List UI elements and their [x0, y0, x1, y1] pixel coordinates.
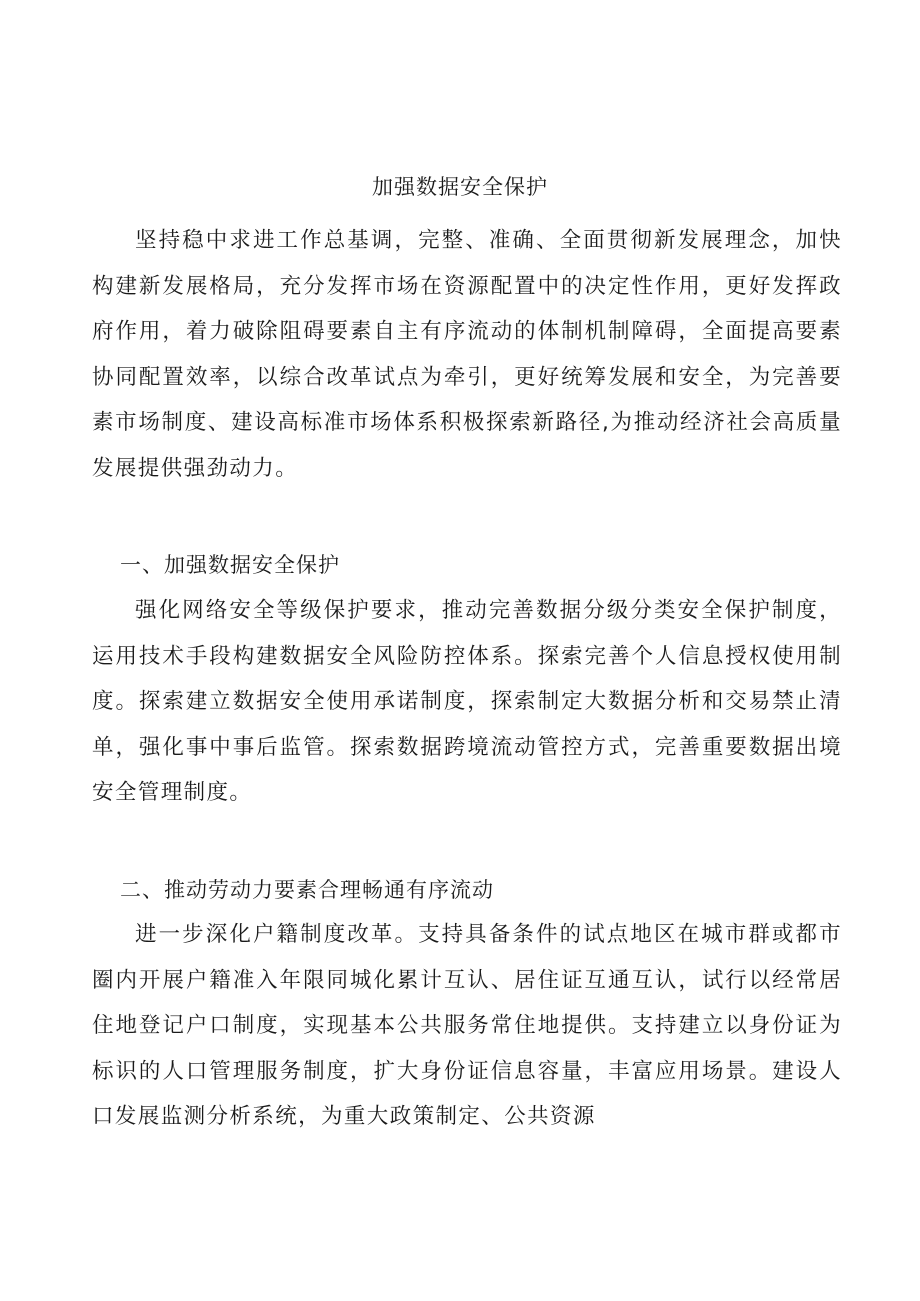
section-body-1: 强化网络安全等级保护要求，推动完善数据分级分类安全保护制度，运用技术手段构建数据安全风险防控体系。探索完善个人信息授权使用制度。探索建立数据安全使用承诺制度，探索制定大数据分析和交易禁止清单，强化事中事后监管。探索数据跨境流动管控方式，完善重要数据出境安全管理制度。 — [92, 598, 842, 805]
section-body-2: 进一步深化户籍制度改革。支持具备条件的试点地区在城市群或都市圈内开展户籍准入年限同城化累计互认、居住证互通互认，试行以经常居住地登记户口制度，实现基本公共服务常住地提供。支持建立以身份证为标识的人口管理服务制度，扩大身份证信息容量，丰富应用场景。建设人口发展监测分析系统，为重大政策制定、公共资源 — [92, 922, 842, 1129]
section-heading-2: 二、推动劳动力要素合理畅通有序流动 — [120, 878, 494, 902]
document-title: 加强数据安全保护 — [372, 175, 548, 199]
section-heading-1: 一、加强数据安全保护 — [120, 553, 340, 577]
intro-paragraph: 坚持稳中求进工作总基调，完整、准确、全面贯彻新发展理念，加快构建新发展格局，充分发挥市场在资源配置中的决定性作用，更好发挥政府作用，着力破除阻碍要素自主有序流动的体制机制障碍，全面提高要素协同配置效率，以综合改革试点为牵引，更好统筹发展和安全，为完善要素市场制度、建设高标准市场体系积极探索新路径,为推动经济社会高质量发展提供强劲动力。 — [92, 228, 842, 481]
